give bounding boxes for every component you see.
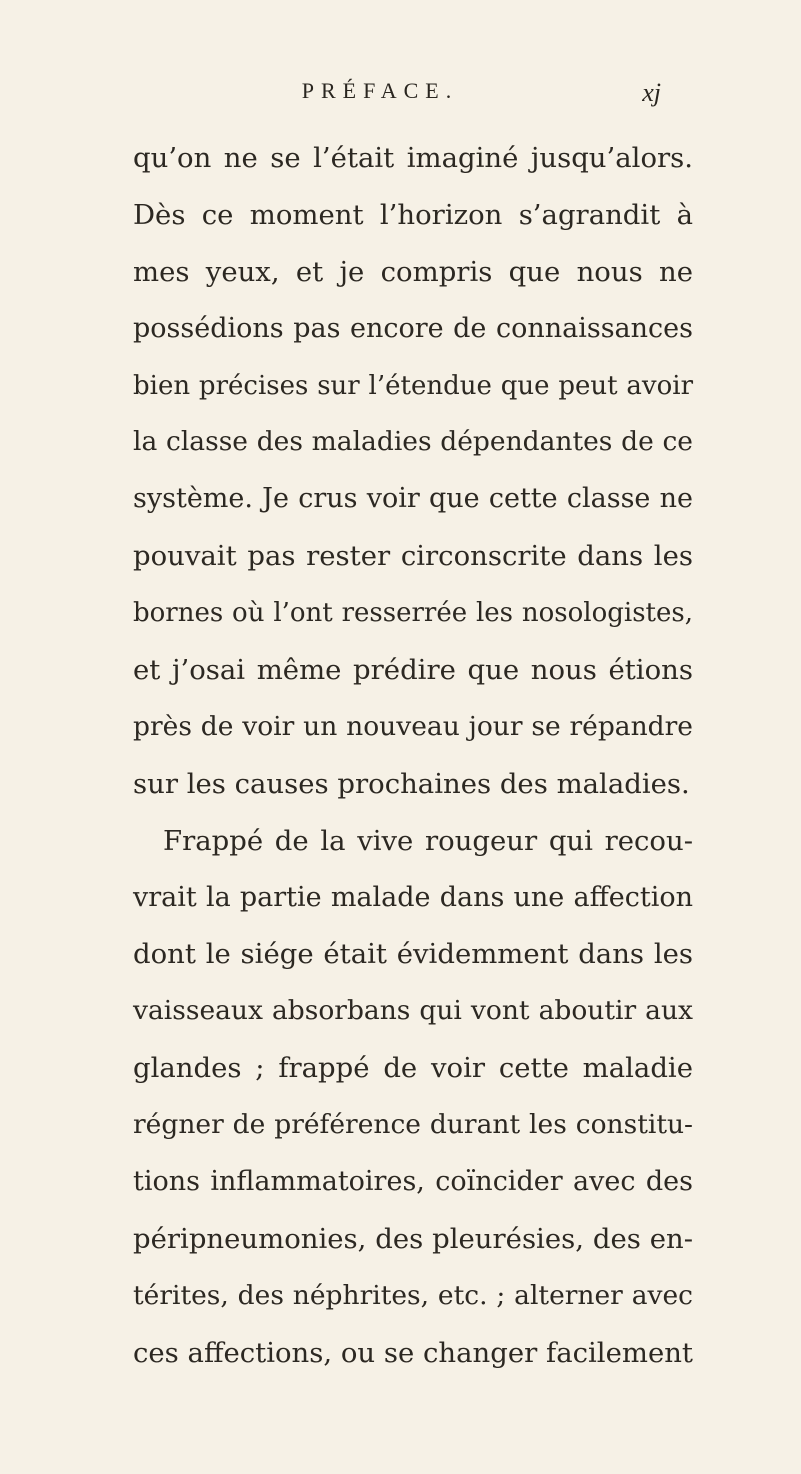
text-line: et j’osai même prédire que nous étions bbox=[133, 654, 693, 687]
text-line: mes yeux, et je compris que nous ne bbox=[133, 255, 693, 288]
paragraph-first-line: Frappé de la vive rougeur qui recou- bbox=[163, 824, 693, 857]
text-line: térites, des néphrites, etc. ; alterner avec bbox=[133, 1279, 693, 1311]
text-line: possédions pas encore de connaissances bbox=[133, 312, 693, 344]
text-line: qu’on ne se l’était imaginé jusqu’alors. bbox=[133, 142, 693, 174]
running-head bbox=[0, 78, 801, 118]
running-title: PRÉFACE. bbox=[301, 78, 459, 103]
text-line: dont le siége était évidemment dans les bbox=[133, 938, 693, 971]
text-line: tions inflammatoires, coïncider avec des bbox=[133, 1166, 693, 1198]
text-line: bornes où l’ont resserrée les nosologistes, bbox=[133, 598, 693, 629]
body-text bbox=[133, 130, 693, 1382]
text-line: sur les causes prochaines des maladies. bbox=[133, 767, 690, 800]
text-line: vaisseaux absorbans qui vont aboutir aux bbox=[133, 995, 693, 1027]
page-number: xj bbox=[642, 78, 661, 107]
text-line: régner de préférence durant les constitu- bbox=[133, 1109, 693, 1141]
text-line: Dès ce moment l’horizon s’agrandit à bbox=[133, 198, 693, 231]
text-line: ces affections, ou se changer facilement bbox=[133, 1336, 693, 1369]
text-line: péripneumonies, des pleurésies, des en- bbox=[133, 1222, 693, 1255]
text-line: près de voir un nouveau jour se répandre bbox=[133, 710, 693, 742]
text-line: système. Je crus voir que cette classe ne bbox=[133, 483, 693, 515]
text-line: glandes ; frappé de voir cette maladie bbox=[133, 1052, 693, 1085]
text-line: bien précises sur l’étendue que peut avoir bbox=[133, 370, 693, 401]
text-line: vrait la partie malade dans une affection bbox=[133, 881, 693, 913]
text-line: pouvait pas rester circonscrite dans les bbox=[133, 540, 693, 573]
text-line: la classe des maladies dépendantes de ce bbox=[133, 426, 693, 458]
